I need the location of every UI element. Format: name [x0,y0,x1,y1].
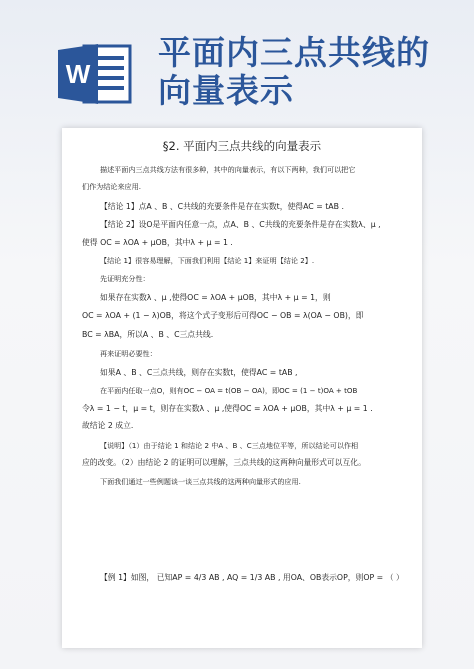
text-line: 令λ = 1 − t，μ = t，则存在实数λ 、μ ,使得OC = λOA + μOB，其中λ + μ = 1 . [82,404,373,413]
text-line: 如果A 、B 、C三点共线，则存在实数t，使得AC = tAB , [100,368,298,377]
text-line: 如果存在实数λ 、μ ,使得OC = λOA + μOB，其中λ + μ = 1，则 [100,293,331,302]
document-page [62,128,422,648]
text-line: 先证明充分性： [100,274,150,283]
text-line: 应的改变。（2）由结论 2 的证明可以理解，三点共线的这两种向量形式可以互化。 [82,458,366,467]
text-line: 【例 1】如图， 已知AP = 4/3 AB , AQ = 1/3 AB , 用OA、OB表示OP，则OP = （ ） [100,573,404,582]
document-heading: §2. 平面内三点共线的向量表示 [162,139,322,153]
text-line: 使得 OC = λOA + μOB，其中λ + μ = 1 . [82,238,233,247]
text-line: 【说明】（1）由于结论 1 和结论 2 中A 、B 、C三点地位平等，所以结论可以作相 [100,441,359,450]
text-line: 【结论 2】设O是平面内任意一点，点A、B 、C共线的充要条件是存在实数λ、μ , [100,220,381,229]
word-document-icon [58,42,134,106]
text-line: 故结论 2 成立. [82,421,134,430]
text-line: OC = λOA + (1 − λ)OB，将这个式子变形后可得OC − OB = λ(OA − OB)，即 [82,311,364,320]
text-line: 在平面内任取一点O，则有OC − OA = t(OB − OA)，即OC = (1 − t)OA + tOB [100,386,358,395]
banner-title: 平面内三点共线的向量表示 [158,33,430,110]
text-line: BC = λBA，所以A 、B 、C三点共线. [82,330,214,339]
text-line: 【结论 1】点A 、B 、C共线的充要条件是存在实数t，使得AC = tAB . [100,202,344,211]
text-line: 下面我们通过一些例题谈一谈三点共线的这两种向量形式的应用. [100,477,301,486]
text-line: 再来证明必要性： [100,349,157,358]
text-line: 【结论 1】很容易理解，下面我们利用【结论 1】来证明【结论 2】. [100,256,315,265]
svg-text:W: W [65,59,91,89]
text-line: 们作为结论来应用. [82,182,142,191]
text-line: 描述平面内三点共线方法有很多种，其中的向量表示，有以下两种，我们可以把它 [100,165,356,174]
